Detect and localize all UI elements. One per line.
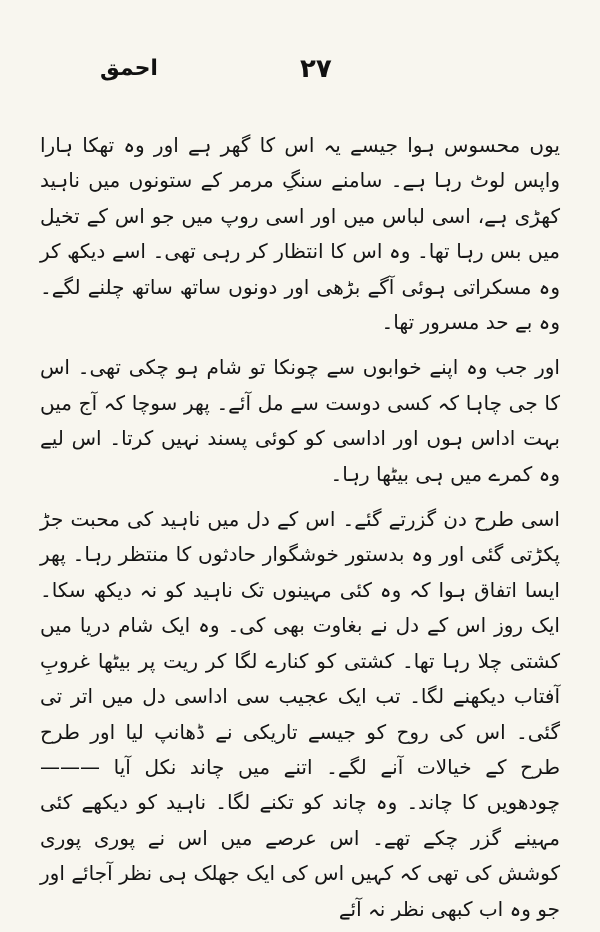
- body-text: [40, 128, 560, 927]
- running-title: احمق: [100, 56, 158, 81]
- page-number: ۲۷: [300, 54, 332, 84]
- paragraph-3: اسی طرح دن گزرتے گئے۔ اس کے دل میں ناہید کی محبت جڑ پکڑتی گئی اور وہ بدستور خوشگوار حادثوں کا منتظر رہا۔ پھر ایسا اتفاق ہوا کہ وہ کئی مہینوں تک ناہید کو نہ دیکھ سکا۔ ایک روز اس کے دل نے بغاوت بھی کی۔ وہ ایک شام دریا میں کشتی چلا رہا تھا۔ کشتی کو کنارے لگا کر ریت پر بیٹھا غروبِ آفتاب دیکھنے لگا۔ تب ایک عجیب سی اداسی دل میں اتر تی گئی۔ اس کی روح کو جیسے تاریکی نے ڈھانپ لیا اور طرح طرح کے خیالات آنے لگے۔ اتنے میں چاند نکل آیا ——— چودھویں کا چاند۔ وہ چاند کو تکنے لگا۔ ناہید کو دیکھے کئی مہینے گزر چکے تھے۔ اس عرصے میں اس نے پوری پوری کوشش کی تھی کہ کہیں اس کی ایک جھلک ہی نظر آجائے اور جو وہ اب کبھی نظر نہ آئے: [40, 507, 560, 921]
- paragraph-1: یوں محسوس ہوا جیسے یہ اس کا گھر ہے اور وہ تھکا ہارا واپس لوٹ رہا ہے۔ سامنے سنگِ مرمر کے ستونوں میں ناہید کھڑی ہے، اسی لباس میں اور اسی روپ میں جو اس کے تخیل میں بس رہا تھا۔ وہ اس کا انتظار کر رہی تھی۔ اسے دیکھ کر وہ مسکراتی ہوئی آگے بڑھی اور دونوں ساتھ ساتھ چلنے لگے۔ وہ بے حد مسرور تھا۔: [40, 133, 560, 335]
- paragraph-2: اور جب وہ اپنے خوابوں سے چونکا تو شام ہو چکی تھی۔ اس کا جی چاہا کہ کسی دوست سے مل آئے۔ پھر سوچا کہ آج میں بہت اداس ہوں اور اداسی کو کوئی پسند نہیں کرتا۔ اس لیے وہ کمرے میں ہی بیٹھا رہا۔: [40, 355, 560, 486]
- page-header: [0, 52, 600, 92]
